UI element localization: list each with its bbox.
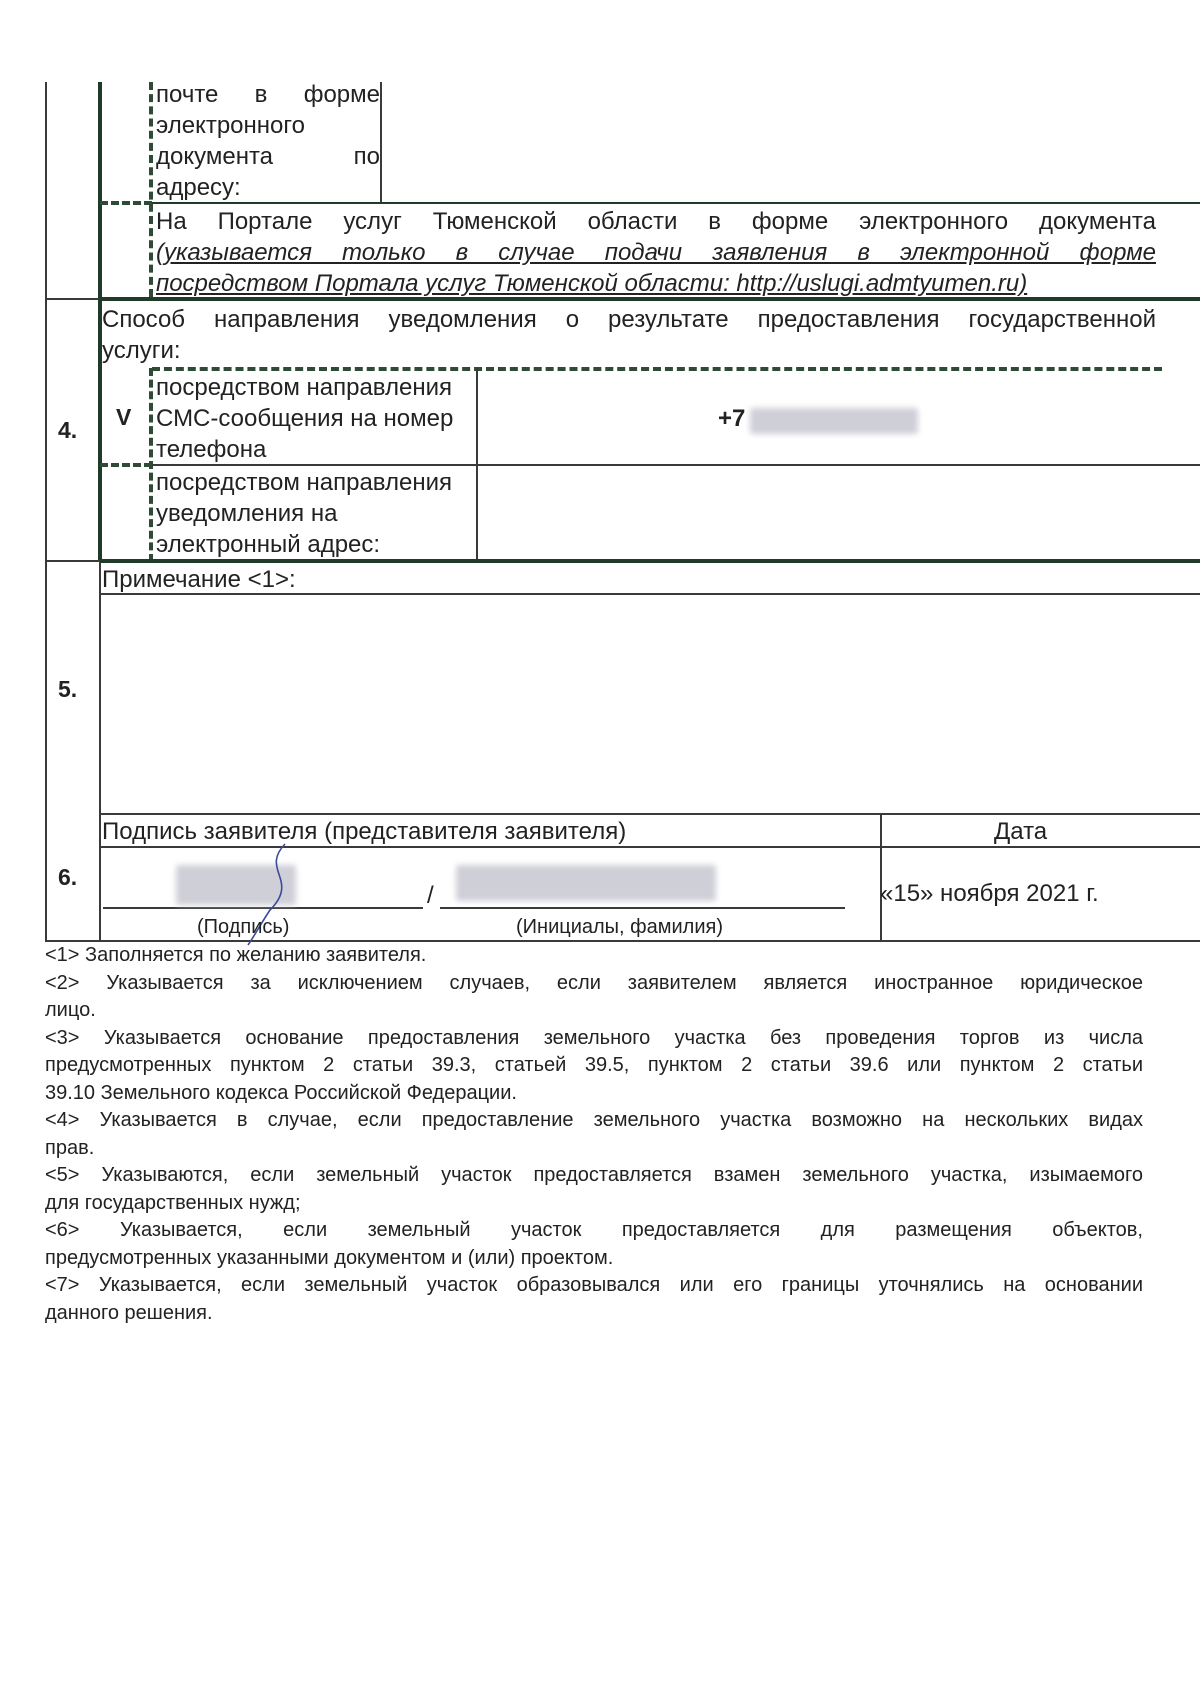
row4-heading-line-1: Способ направления уведомления о результате предоставления государственной — [102, 306, 1156, 333]
footnote-7-line-1: <7> Указывается, если земельный участок образовывался или его границы уточнялись на основании — [45, 1274, 1143, 1296]
date-value: «15» ноября 2021 г. — [880, 880, 1099, 907]
sms-option-line-3: телефона — [156, 436, 267, 463]
footnote-6 — [45, 1217, 1143, 1272]
footnote-4-line-2: прав. — [45, 1136, 95, 1159]
email-option-line-4: адресу: — [156, 174, 241, 201]
footnote-7 — [45, 1272, 1143, 1327]
name-separator: / — [427, 882, 434, 909]
note-label: Примечание <1>: — [102, 566, 296, 593]
row3-checkbox-column — [149, 82, 153, 297]
footnote-4-line-1: <4> Указывается в случае, если предоставление земельного участка возможно на нескольких видах — [45, 1109, 1143, 1131]
row4-checkbox-divider — [100, 463, 152, 467]
portal-note-line-1: (указывается только в случае подачи заявления в электронной форме — [156, 239, 1156, 266]
row4-options-top — [152, 367, 1162, 371]
signature-header: Подпись заявителя (представителя заявителя) — [102, 818, 627, 845]
footnote-3 — [45, 1025, 1143, 1108]
phone-prefix: +7 — [718, 405, 746, 432]
date-header: Дата — [994, 818, 1048, 845]
sms-checkmark: V — [116, 404, 132, 430]
email-option-line-2: электронного — [156, 112, 305, 139]
row5-bottom-border — [100, 813, 1200, 815]
footnote-5 — [45, 1162, 1143, 1217]
footnote-2 — [45, 970, 1143, 1025]
footnote-2-line-2: лицо. — [45, 999, 96, 1021]
footnote-5-line-2: для государственных нужд; — [45, 1191, 301, 1214]
footnote-1 — [45, 942, 1143, 970]
phone-number-redacted — [750, 408, 918, 434]
signature-caption: (Подпись) — [197, 916, 290, 938]
row4-number: 4. — [58, 417, 78, 443]
row4-heading-line-2: услуги: — [102, 337, 181, 364]
row3-option-divider — [152, 202, 1200, 204]
row4-option-divider — [152, 464, 1200, 466]
table-left-border — [45, 82, 47, 942]
row4-bottom-border-green — [100, 559, 1200, 563]
footnote-6-line-1: <6> Указывается, если земельный участок предоставляется для размещения объектов, — [45, 1219, 1143, 1241]
name-caption: (Инициалы, фамилия) — [516, 916, 723, 938]
row3-email-cell-right — [380, 82, 382, 202]
row5-number: 5. — [58, 676, 78, 702]
sms-option-line-1: посредством направления — [156, 374, 453, 401]
sms-option-line-2: СМС-сообщения на номер — [156, 405, 454, 432]
footnote-3-line-3: 39.10 Земельного кодекса Российской Федерации. — [45, 1081, 517, 1104]
portal-note-line-2: посредством Портала услуг Тюменской области: http://uslugi.admtyumen.ru) — [156, 270, 1028, 297]
portal-option-text: На Портале услуг Тюменской области в форме электронного документа — [156, 208, 1156, 235]
email-option-line-1: почте в форме — [156, 81, 380, 108]
number-column-border-lower — [99, 562, 101, 942]
row3-checkbox-divider — [100, 201, 152, 205]
footnote-3-line-2: предусмотренных пунктом 2 статьи 39.3, статьей 39.5, пунктом 2 статьи 39.6 или пунктом 2 статьи — [45, 1054, 1143, 1076]
name-redacted — [456, 865, 716, 901]
name-line — [440, 907, 845, 909]
row3-bottom-border-green — [100, 297, 1200, 301]
footnote-7-line-2: данного решения. — [45, 1301, 213, 1324]
footnote-1-line-1: <1> Заполняется по желанию заявителя. — [45, 944, 427, 966]
footnote-3-line-1: <3> Указывается основание предоставления земельного участка без проведения торгов из числа — [45, 1026, 1143, 1049]
note-label-underline — [100, 593, 1200, 595]
footnote-2-line-1: <2> Указывается за исключением случаев, если заявителем является иностранное юридическое — [45, 971, 1143, 994]
date-column-left — [880, 813, 882, 941]
footnote-4 — [45, 1107, 1143, 1162]
row6-number: 6. — [58, 864, 78, 890]
email-notice-line-3: электронный адрес: — [156, 531, 381, 558]
footnote-6-line-2: предусмотренных указанными документом и (или) проектом. — [45, 1246, 614, 1269]
email-option-line-3: документа по — [156, 143, 380, 170]
email-notice-line-1: посредством направления — [156, 469, 453, 496]
email-notice-line-2: уведомления на — [156, 500, 338, 527]
footnote-5-line-1: <5> Указываются, если земельный участок предоставляется взамен земельного участка, изымаемого — [45, 1164, 1143, 1186]
